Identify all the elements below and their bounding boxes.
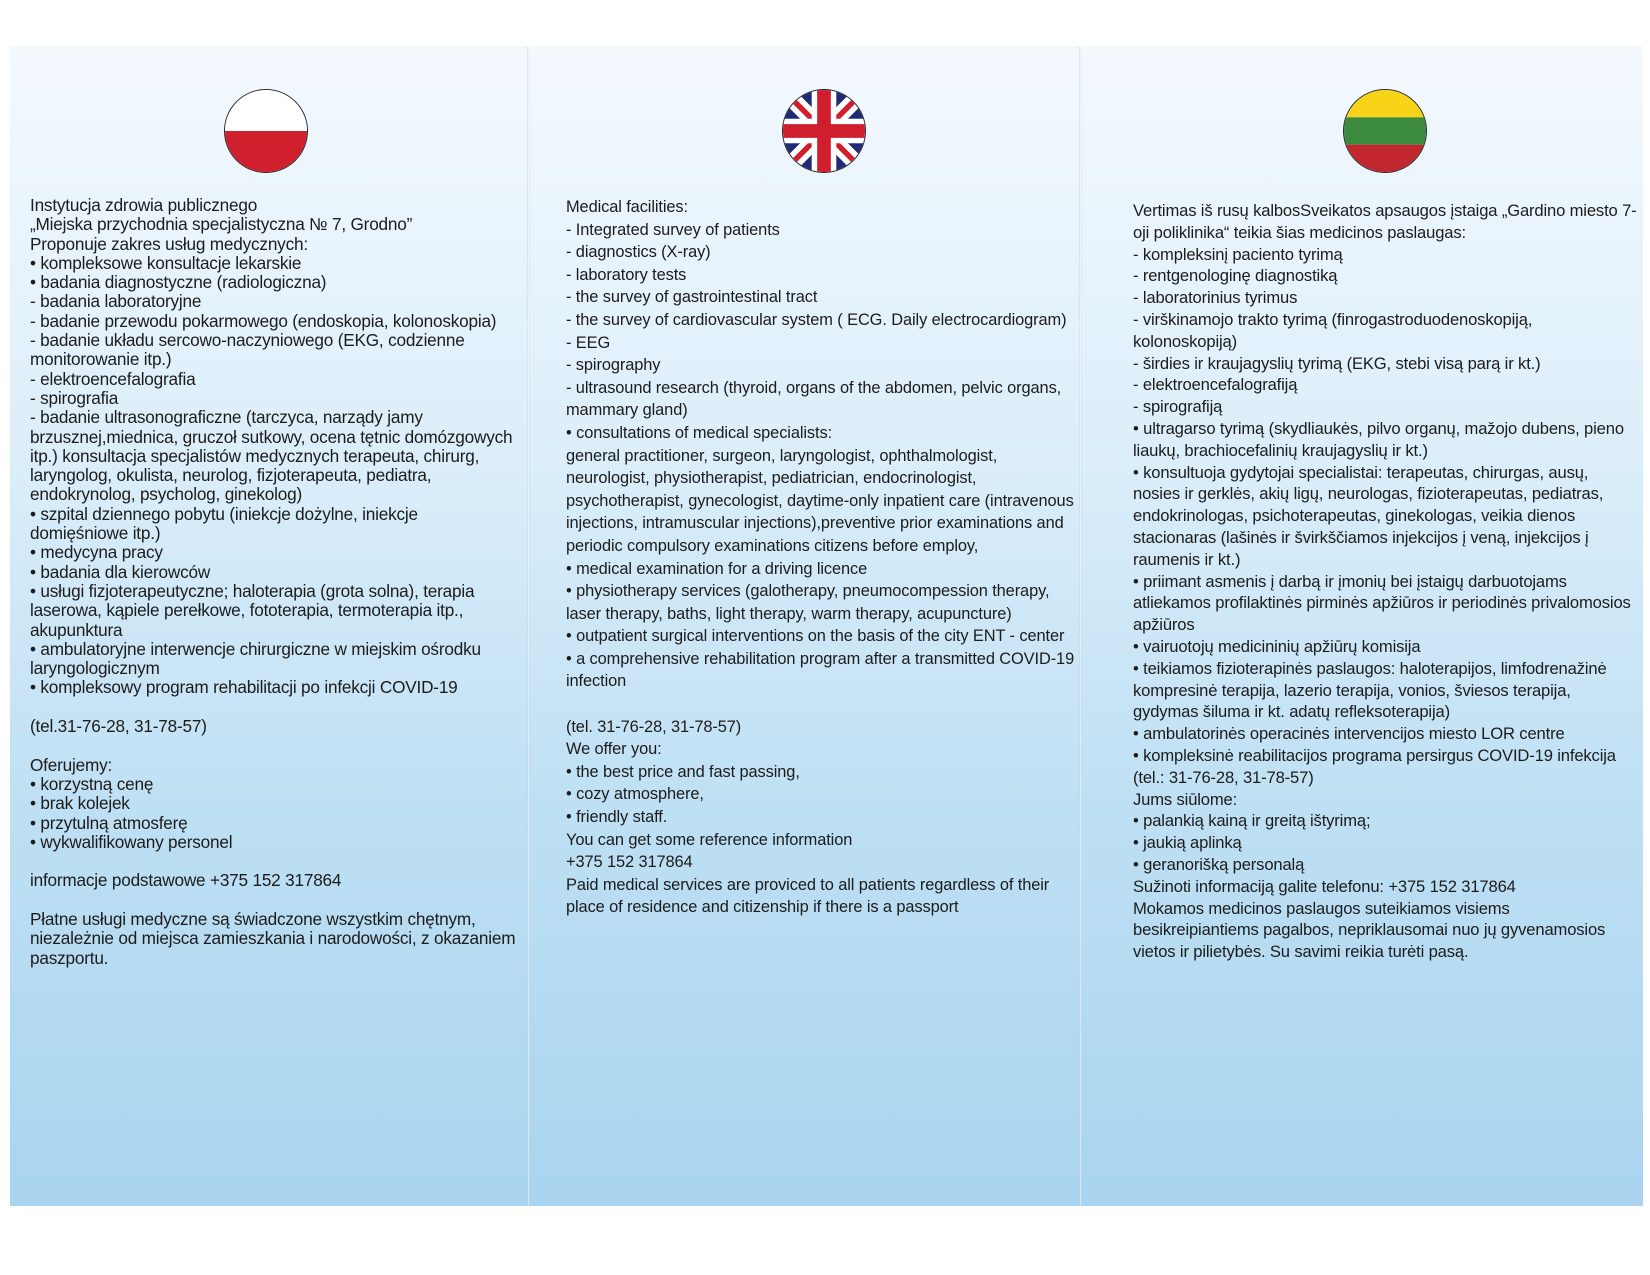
lithuanian-panel (1081, 46, 1643, 1206)
english-text: Medical facilities: - Integrated survey of patients - diagnostics (X-ray) - laboratory tests - the survey of gastrointestinal tract - the survey of cardiovascular system ( ECG. Daily electrocardiogram) - EEG - spirography - ultrasound research (thyroid, organs of the abdomen, pelvic organs, mammary gland) • consultations of medical specialists: general practitioner, surgeon, laryngologist, ophthalmologist, neurologist, physiotherapist, pediatrician, endocrinologist, psychotherapist, gynecologist, daytime-only inpatient care (intravenous injections, intramuscular injections),preventive prior examinations and periodic compulsory examinations citizens before employ, • medical examination for a driving licence • physiotherapy services (galotherapy, pneumocompession therapy, laser therapy, baths, light therapy, warm therapy, acupuncture) • outpatient surgical interventions on the basis of the city ENT - center • a comprehensive rehabilitation program after a transmitted COVID-19 infection (tel. 31-76-28, 31-78-57) We offer you: • the best price and fast passing, • cozy atmosphere, • friendly staff. You can get some reference information +375 152 317864 Paid medical services are proviced to all patients regardless of their place of residence and citizenship if there is a passport (566, 198, 1075, 917)
polish-panel (10, 46, 529, 1206)
english-panel (529, 46, 1081, 1206)
polish-text: Instytucja zdrowia publicznego „Miejska przychodnia specjalistyczna № 7, Grodno” Proponuje zakres usług medycznych: • kompleksowe konsultacje lekarskie • badania diagnostyczne (radiologiczna) - badania laboratoryjne - badanie przewodu pokarmowego (endoskopia, kolonoskopia) - badanie układu sercowo-naczyniowego (EKG, codzienne monitorowanie itp.) - elektroencefalografia - spirografia - badanie ultrasonograficzne (tarczyca, narządy jamy brzusznej,miednica, gruczoł sutkowy, ocena tętnic domózgowych itp.) konsultacja specjalistów medycznych terapeuta, chirurg, laryngolog, okulista, neurolog, fizjoterapeuta, pediatra, endokrynolog, psycholog, ginekolog) • szpital dziennego pobytu (iniekcje dożylne, iniekcje domięśniowe itp.) • medycyna pracy • badania dla kierowców • usługi fizjoterapeutyczne; haloterapia (grota solna), terapia laserowa, kąpiele perełkowe, fototerapia, termoterapia itp., akupunktura • ambulatoryjne interwencje chirurgiczne w miejskim ośrodku laryngologicznym • kompleksowy program rehabilitacji po infekcji COVID-19 (tel.31-76-28, 31-78-57) Oferujemy: • korzystną cenę • brak kolejek • przytulną atmosferę • wykwalifikowany personel informacje podstawowe +375 152 317864 Płatne usługi medyczne są świadczone wszystkim chętnym, niezależnie od miejsca zamieszkania i narodowości, z okazaniem paszportu. (30, 195, 516, 968)
uk-flag-icon (782, 89, 866, 173)
fold-line-right (1079, 46, 1082, 1206)
lithuanian-flag-icon (1343, 89, 1427, 173)
fold-line-left (527, 46, 530, 1206)
lithuanian-text: Vertimas iš rusų kalbosSveikatos apsaugos įstaiga „Gardino miesto 7-oji poliklinika“ teikia šias medicinos paslaugas: - kompleksinį paciento tyrimą - rentgenologinę diagnostiką - laboratorinius tyrimus - virškinamojo trakto tyrimą (finrogastroduodenoskopiją, kolonoskopiją) - širdies ir kraujagyslių tyrimą (EKG, stebi visą parą ir kt.) - elektroencefalografiją - spirografiją • ultragarso tyrimą (skydliaukės, pilvo organų, mažojo dubens, pieno liaukų, brachiocefalinių kraujagyslių ir kt.) • konsultuoja gydytojai specialistai: terapeutas, chirurgas, ausų, nosies ir gerklės, akių ligų, neurologas, fizioterapeutas, pediatras, endokrinologas, psichoterapeutas, ginekologas, veikia dienos stacionaras (lašinės ir švirkščiamos injekcijos į veną, injekcijos į raumenis ir kt.) • priimant asmenis į darbą ir įmonių bei įstaigų darbuotojams atliekamos profilaktinės pirminės apžiūros ir periodinės privalomosios apžiūros • vairuotojų medicininių apžiūrų komisija • teikiamos fizioterapinės paslaugos: haloterapijos, limfodrenažinė kompresinė terapija, lazerio terapija, vonios, šviesos terapija, gydymas šiluma ir kt. adatų refleksoterapija) • ambulatorinės operacinės intervencijos miesto LOR centre • kompleksinė reabilitacijos programa persirgus COVID-19 infekcija (tel.: 31-76-28, 31-78-57) Jums siūlome: • palankią kainą ir greitą ištyrimą; • jaukią aplinką • geranorišką personalą Sužinoti informaciją galite telefonu: +375 152 317864 Mokamos medicinos paslaugos suteikiamos visiems besikreipiantiems pagalbos, nepriklausomai nuo jų gyvenamosios vietos ir pilietybės. Su savimi reikia turėti pasą. (1133, 201, 1637, 962)
polish-flag-icon (224, 89, 308, 173)
brochure-sheet (10, 46, 1643, 1206)
